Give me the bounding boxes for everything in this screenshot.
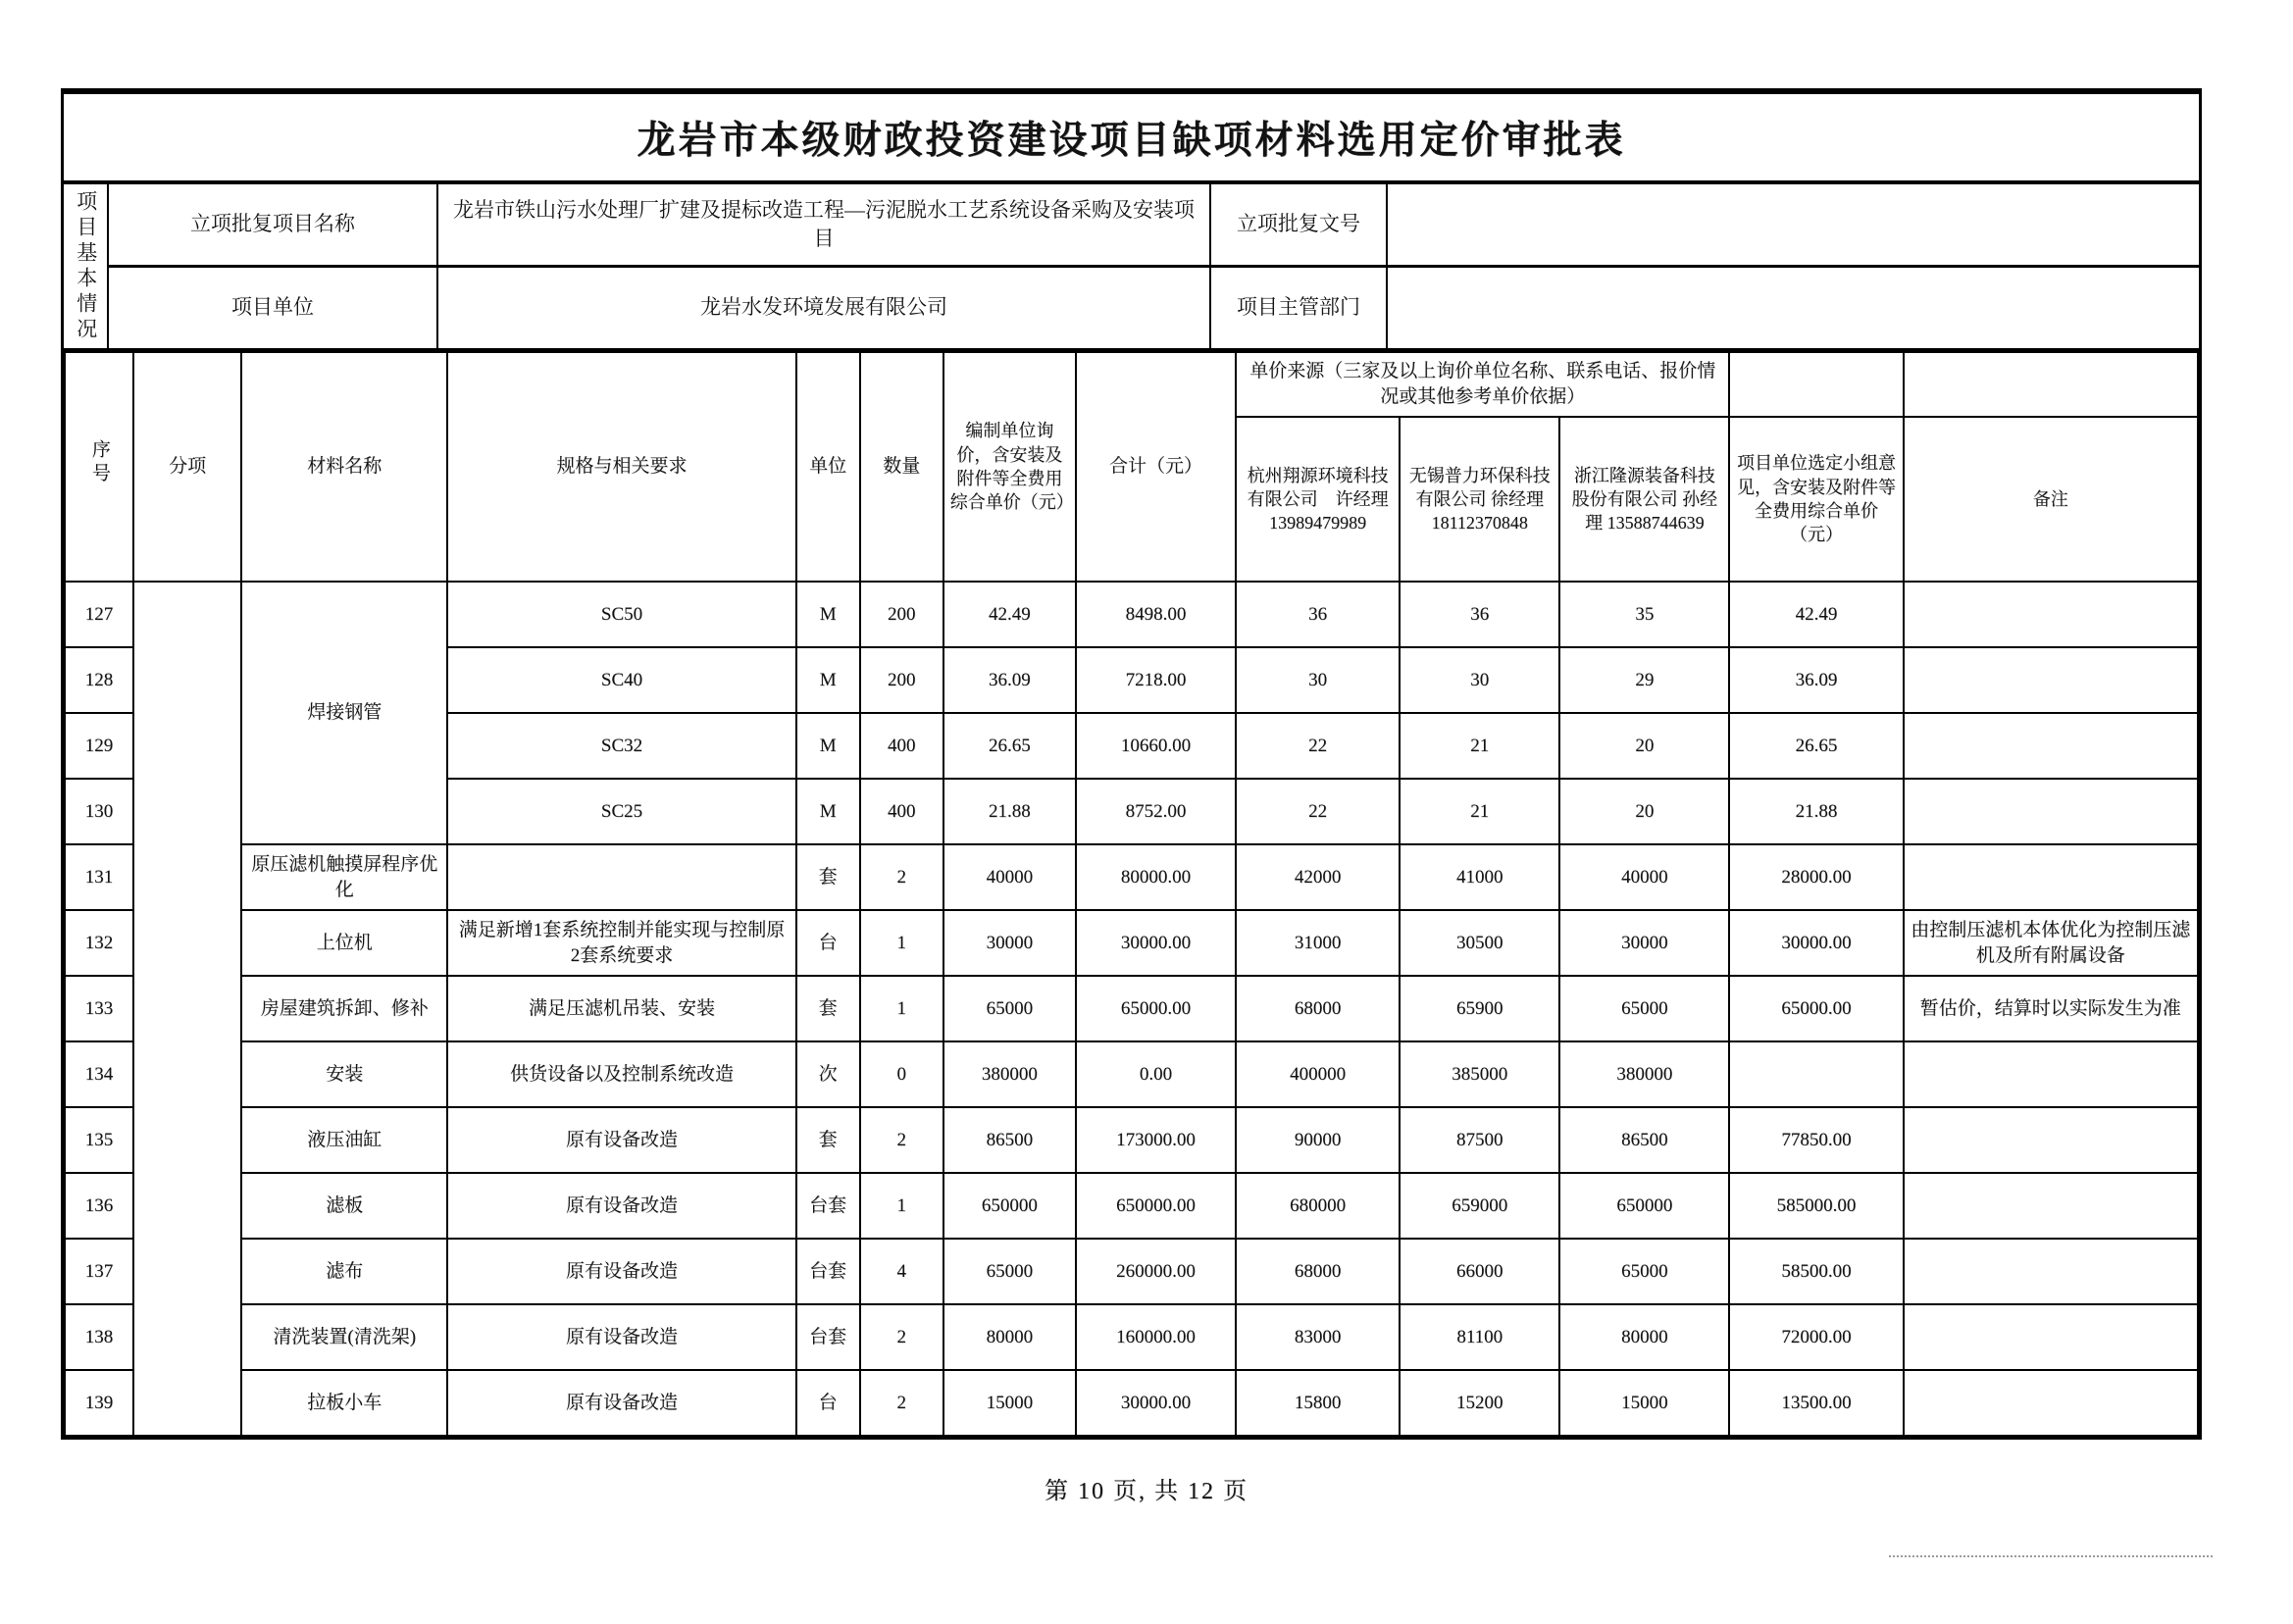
page-number: 第 10 页, 共 12 页 xyxy=(1045,1479,1248,1504)
unit-cell: 套 xyxy=(796,976,860,1041)
spec-cell: SC40 xyxy=(447,647,795,713)
project-basic-info-side-label xyxy=(64,184,109,351)
spec-cell: SC25 xyxy=(447,779,795,844)
selected-price-cell: 58500.00 xyxy=(1729,1239,1903,1304)
col-header-spec: 规格与相关要求 xyxy=(447,352,795,582)
spec-cell: 原有设备改造 xyxy=(447,1370,795,1436)
seq-cell: 129 xyxy=(65,713,133,779)
supplier2-price-cell: 21 xyxy=(1400,713,1559,779)
qty-cell: 2 xyxy=(860,1107,943,1173)
total-cell: 10660.00 xyxy=(1076,713,1236,779)
total-cell: 7218.00 xyxy=(1076,647,1236,713)
approval-form-table xyxy=(61,88,2202,1440)
header-row-top xyxy=(65,352,2198,417)
form-title: 龙岩市本级财政投资建设项目缺项材料选用定价审批表 xyxy=(64,94,2199,184)
supplier3-price-cell: 20 xyxy=(1559,779,1729,844)
supplier3-price-cell: 20 xyxy=(1559,713,1729,779)
supplier2-price-cell: 81100 xyxy=(1400,1304,1559,1370)
qty-cell: 2 xyxy=(860,1304,943,1370)
unit-cell: 套 xyxy=(796,1107,860,1173)
remark-cell xyxy=(1904,779,2198,844)
total-cell: 160000.00 xyxy=(1076,1304,1236,1370)
spec-cell: 满足新增1套系统控制并能实现与控制原2套系统要求 xyxy=(447,910,795,976)
table-row xyxy=(65,582,2198,647)
supplier2-price-cell: 87500 xyxy=(1400,1107,1559,1173)
total-cell: 80000.00 xyxy=(1076,844,1236,910)
remark-cell xyxy=(1904,1041,2198,1107)
seq-cell: 134 xyxy=(65,1041,133,1107)
total-cell: 30000.00 xyxy=(1076,1370,1236,1436)
supplier1-price-cell: 90000 xyxy=(1236,1107,1400,1173)
unit-cell: M xyxy=(796,647,860,713)
supplier3-price-cell: 15000 xyxy=(1559,1370,1729,1436)
material-cell: 焊接钢管 xyxy=(241,582,447,844)
selected-price-cell: 26.65 xyxy=(1729,713,1903,779)
supplier1-price-cell: 22 xyxy=(1236,713,1400,779)
spec-cell: SC50 xyxy=(447,582,795,647)
selected-price-cell: 21.88 xyxy=(1729,779,1903,844)
remark-cell xyxy=(1904,1239,2198,1304)
table-row xyxy=(65,1107,2198,1173)
spec-cell: 满足压滤机吊装、安装 xyxy=(447,976,795,1041)
unit-cell: M xyxy=(796,779,860,844)
supplier1-price-cell: 42000 xyxy=(1236,844,1400,910)
seq-cell: 131 xyxy=(65,844,133,910)
unit-cell: 台 xyxy=(796,1370,860,1436)
supplier2-price-cell: 41000 xyxy=(1400,844,1559,910)
spec-cell: 原有设备改造 xyxy=(447,1239,795,1304)
supplier3-price-cell: 35 xyxy=(1559,582,1729,647)
qty-cell: 1 xyxy=(860,910,943,976)
supplier3-price-cell: 65000 xyxy=(1559,976,1729,1041)
supplier3-price-cell: 86500 xyxy=(1559,1107,1729,1173)
project-info-section xyxy=(64,184,2199,351)
empty-cell-above-selected xyxy=(1729,352,1903,417)
price-cell: 65000 xyxy=(943,976,1076,1041)
unit-cell: 套 xyxy=(796,844,860,910)
material-cell: 拉板小车 xyxy=(241,1370,447,1436)
supplier2-price-cell: 65900 xyxy=(1400,976,1559,1041)
supplier2-price-cell: 36 xyxy=(1400,582,1559,647)
project-basic-info-label-text: 项目基本情况 xyxy=(74,189,98,343)
supplier1-price-cell: 680000 xyxy=(1236,1173,1400,1239)
table-row xyxy=(65,976,2198,1041)
material-cell: 滤板 xyxy=(241,1173,447,1239)
supplier3-price-cell: 30000 xyxy=(1559,910,1729,976)
qty-cell: 200 xyxy=(860,647,943,713)
total-cell: 8498.00 xyxy=(1076,582,1236,647)
supplier2-price-cell: 30500 xyxy=(1400,910,1559,976)
qty-cell: 4 xyxy=(860,1239,943,1304)
qty-cell: 2 xyxy=(860,844,943,910)
selected-price-cell: 77850.00 xyxy=(1729,1107,1903,1173)
seq-cell: 128 xyxy=(65,647,133,713)
remark-cell xyxy=(1904,1370,2198,1436)
table-row xyxy=(65,1304,2198,1370)
total-cell: 30000.00 xyxy=(1076,910,1236,976)
seq-cell: 127 xyxy=(65,582,133,647)
col-header-supplier-1: 杭州翔源环境科技有限公司 许经理 13989479989 xyxy=(1236,417,1400,582)
table-row xyxy=(65,844,2198,910)
selected-price-cell: 65000.00 xyxy=(1729,976,1903,1041)
supplier1-price-cell: 30 xyxy=(1236,647,1400,713)
seq-cell: 139 xyxy=(65,1370,133,1436)
seq-cell: 137 xyxy=(65,1239,133,1304)
table-row xyxy=(65,1041,2198,1107)
table-row xyxy=(65,1173,2198,1239)
table-row xyxy=(65,1370,2198,1436)
selected-price-cell: 72000.00 xyxy=(1729,1304,1903,1370)
remark-cell xyxy=(1904,1173,2198,1239)
price-cell: 15000 xyxy=(943,1370,1076,1436)
material-cell: 上位机 xyxy=(241,910,447,976)
price-cell: 30000 xyxy=(943,910,1076,976)
selected-price-cell: 28000.00 xyxy=(1729,844,1903,910)
material-cell: 安装 xyxy=(241,1041,447,1107)
price-cell: 36.09 xyxy=(943,647,1076,713)
supplier1-price-cell: 68000 xyxy=(1236,976,1400,1041)
spec-cell: SC32 xyxy=(447,713,795,779)
col-header-selected-price: 项目单位选定小组意见，含安装及附件等全费用综合单价（元） xyxy=(1729,417,1903,582)
spec-cell: 原有设备改造 xyxy=(447,1173,795,1239)
supplier2-price-cell: 15200 xyxy=(1400,1370,1559,1436)
unit-cell: M xyxy=(796,582,860,647)
selected-price-cell xyxy=(1729,1041,1903,1107)
supplier1-price-cell: 22 xyxy=(1236,779,1400,844)
supplier3-price-cell: 65000 xyxy=(1559,1239,1729,1304)
total-cell: 8752.00 xyxy=(1076,779,1236,844)
project-department-label: 项目主管部门 xyxy=(1211,268,1388,351)
material-cell: 清洗装置(清洗架) xyxy=(241,1304,447,1370)
price-cell: 26.65 xyxy=(943,713,1076,779)
unit-cell: 次 xyxy=(796,1041,860,1107)
approval-doc-number-value xyxy=(1388,184,2199,268)
remark-cell xyxy=(1904,582,2198,647)
seq-cell: 136 xyxy=(65,1173,133,1239)
supplier3-price-cell: 29 xyxy=(1559,647,1729,713)
materials-pricing-table xyxy=(64,351,2199,1437)
price-cell: 86500 xyxy=(943,1107,1076,1173)
selected-price-cell: 36.09 xyxy=(1729,647,1903,713)
total-cell: 65000.00 xyxy=(1076,976,1236,1041)
col-header-seq-text: 序号 xyxy=(88,439,110,487)
col-header-total: 合计（元） xyxy=(1076,352,1236,582)
unit-cell: M xyxy=(796,713,860,779)
price-cell: 65000 xyxy=(943,1239,1076,1304)
selected-price-cell: 42.49 xyxy=(1729,582,1903,647)
unit-cell: 台 xyxy=(796,910,860,976)
empty-cell-above-remark xyxy=(1904,352,2198,417)
col-header-material: 材料名称 xyxy=(241,352,447,582)
total-cell: 650000.00 xyxy=(1076,1173,1236,1239)
supplier2-price-cell: 385000 xyxy=(1400,1041,1559,1107)
table-row xyxy=(65,1239,2198,1304)
approved-project-name-value: 龙岩市铁山污水处理厂扩建及提标改造工程—污泥脱水工艺系统设备采购及安装项目 xyxy=(438,184,1211,268)
col-header-supplier-3: 浙江隆源装备科技股份有限公司 孙经理 13588744639 xyxy=(1559,417,1729,582)
total-cell: 260000.00 xyxy=(1076,1239,1236,1304)
price-cell: 650000 xyxy=(943,1173,1076,1239)
material-cell: 房屋建筑拆卸、修补 xyxy=(241,976,447,1041)
price-cell: 80000 xyxy=(943,1304,1076,1370)
seq-cell: 132 xyxy=(65,910,133,976)
unit-cell: 台套 xyxy=(796,1239,860,1304)
selected-price-cell: 13500.00 xyxy=(1729,1370,1903,1436)
supplier2-price-cell: 30 xyxy=(1400,647,1559,713)
seq-cell: 135 xyxy=(65,1107,133,1173)
col-header-supplier-2: 无锡普力环保科技有限公司 徐经理 18112370848 xyxy=(1400,417,1559,582)
col-header-price-source-group: 单价来源（三家及以上询价单位名称、联系电话、报价情况或其他参考单价依据） xyxy=(1236,352,1729,417)
supplier3-price-cell: 80000 xyxy=(1559,1304,1729,1370)
qty-cell: 400 xyxy=(860,779,943,844)
remark-cell xyxy=(1904,713,2198,779)
unit-cell: 台套 xyxy=(796,1304,860,1370)
approved-project-name-label: 立项批复项目名称 xyxy=(109,184,438,268)
remark-cell xyxy=(1904,1107,2198,1173)
price-cell: 380000 xyxy=(943,1041,1076,1107)
supplier2-price-cell: 66000 xyxy=(1400,1239,1559,1304)
approval-doc-number-label: 立项批复文号 xyxy=(1211,184,1388,268)
supplier1-price-cell: 83000 xyxy=(1236,1304,1400,1370)
selected-price-cell: 30000.00 xyxy=(1729,910,1903,976)
col-header-remark: 备注 xyxy=(1904,417,2198,582)
seq-cell: 133 xyxy=(65,976,133,1041)
supplier1-price-cell: 400000 xyxy=(1236,1041,1400,1107)
qty-cell: 400 xyxy=(860,713,943,779)
qty-cell: 1 xyxy=(860,976,943,1041)
spec-cell: 原有设备改造 xyxy=(447,1107,795,1173)
remark-cell: 暂估价，结算时以实际发生为准 xyxy=(1904,976,2198,1041)
unit-cell: 台套 xyxy=(796,1173,860,1239)
col-header-unit: 单位 xyxy=(796,352,860,582)
project-unit-value: 龙岩水发环境发展有限公司 xyxy=(438,268,1211,351)
subitem-column-cell xyxy=(133,582,241,1436)
supplier1-price-cell: 68000 xyxy=(1236,1239,1400,1304)
remark-cell: 由控制压滤机本体优化为控制压滤机及所有附属设备 xyxy=(1904,910,2198,976)
col-header-compiled-price: 编制单位询价，含安装及附件等全费用综合单价（元） xyxy=(943,352,1076,582)
supplier3-price-cell: 40000 xyxy=(1559,844,1729,910)
qty-cell: 2 xyxy=(860,1370,943,1436)
seq-cell: 138 xyxy=(65,1304,133,1370)
spec-cell: 原有设备改造 xyxy=(447,1304,795,1370)
supplier3-price-cell: 380000 xyxy=(1559,1041,1729,1107)
spec-cell xyxy=(447,844,795,910)
remark-cell xyxy=(1904,647,2198,713)
table-row xyxy=(65,910,2198,976)
supplier2-price-cell: 659000 xyxy=(1400,1173,1559,1239)
remark-cell xyxy=(1904,844,2198,910)
qty-cell: 200 xyxy=(860,582,943,647)
qty-cell: 0 xyxy=(860,1041,943,1107)
material-cell: 滤布 xyxy=(241,1239,447,1304)
supplier2-price-cell: 21 xyxy=(1400,779,1559,844)
qty-cell: 1 xyxy=(860,1173,943,1239)
material-cell: 原压滤机触摸屏程序优化 xyxy=(241,844,447,910)
col-header-subitem: 分项 xyxy=(133,352,241,582)
supplier1-price-cell: 31000 xyxy=(1236,910,1400,976)
total-cell: 0.00 xyxy=(1076,1041,1236,1107)
total-cell: 173000.00 xyxy=(1076,1107,1236,1173)
project-department-value xyxy=(1388,268,2199,351)
price-cell: 40000 xyxy=(943,844,1076,910)
remark-cell xyxy=(1904,1304,2198,1370)
project-unit-label: 项目单位 xyxy=(109,268,438,351)
scan-artifact-dotted-line xyxy=(1889,1555,2213,1557)
supplier1-price-cell: 15800 xyxy=(1236,1370,1400,1436)
col-header-qty: 数量 xyxy=(860,352,943,582)
price-cell: 42.49 xyxy=(943,582,1076,647)
col-header-seq xyxy=(65,352,133,582)
material-cell: 液压油缸 xyxy=(241,1107,447,1173)
seq-cell: 130 xyxy=(65,779,133,844)
supplier1-price-cell: 36 xyxy=(1236,582,1400,647)
price-cell: 21.88 xyxy=(943,779,1076,844)
supplier3-price-cell: 650000 xyxy=(1559,1173,1729,1239)
selected-price-cell: 585000.00 xyxy=(1729,1173,1903,1239)
spec-cell: 供货设备以及控制系统改造 xyxy=(447,1041,795,1107)
